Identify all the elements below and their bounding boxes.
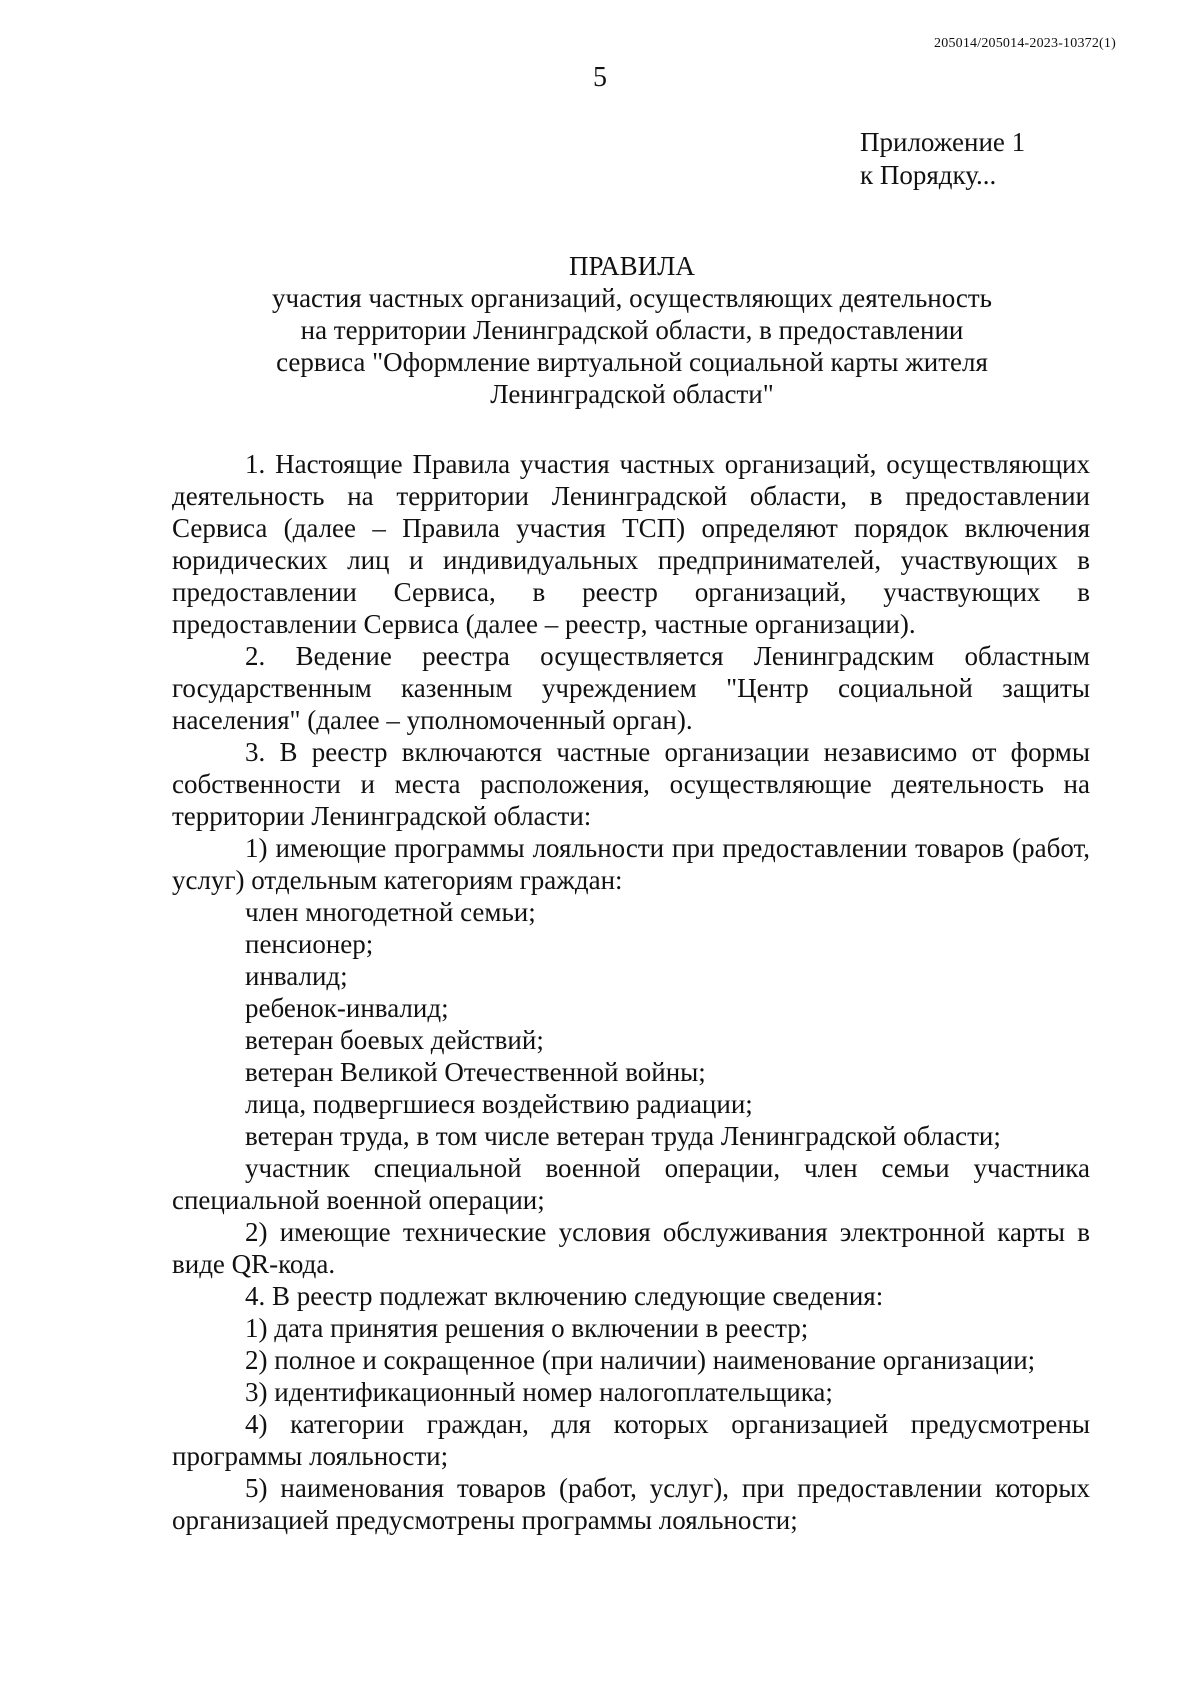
- appendix-line-1: Приложение 1: [860, 127, 1026, 157]
- title-line: на территории Ленинградской области, в предоставлении: [300, 315, 964, 345]
- document-body: [172, 448, 1090, 1536]
- list-item: лица, подвергшиеся воздействию радиации;: [245, 1089, 753, 1119]
- paragraph: 2. Ведение реестра осуществляется Ленинградским областным государственным казенным учреждением "Центр социальной защиты населения" (далее – уполномоченный орган).: [172, 641, 1090, 735]
- paragraph: 1. Настоящие Правила участия частных организаций, осуществляющих деятельность на территории Ленинградской области, в предоставлении Сервиса (далее – Правила участия ТСП) определяют порядок включения юридических лиц и индивидуальных предпринимателей, участвующих в предоставлении Сервиса, в реестр организаций, участвующих в предоставлении Сервиса (далее – реестр, частные организации).: [172, 449, 1090, 639]
- list-item: ветеран труда, в том числе ветеран труда Ленинградской области;: [245, 1121, 1001, 1151]
- appendix-reference: [860, 126, 1025, 192]
- list-item: 2) полное и сокращенное (при наличии) наименование организации;: [245, 1345, 1036, 1375]
- list-item: 2) имеющие технические условия обслуживания электронной карты в виде QR-кода.: [172, 1217, 1090, 1279]
- list-item: 1) дата принятия решения о включении в реестр;: [245, 1313, 809, 1343]
- document-title: [172, 250, 1092, 410]
- title-line: Ленинградской области": [490, 379, 774, 409]
- title-heading: ПРАВИЛА: [569, 251, 695, 281]
- appendix-line-2: к Порядку...: [860, 160, 997, 190]
- list-item: инвалид;: [245, 961, 348, 991]
- list-item: ветеран боевых действий;: [245, 1025, 544, 1055]
- list-item: 5) наименования товаров (работ, услуг), при предоставлении которых организацией предусмотрены программы лояльности;: [172, 1473, 1090, 1535]
- list-item: 3) идентификационный номер налогоплательщика;: [245, 1377, 833, 1407]
- title-line: сервиса "Оформление виртуальной социальной карты жителя: [276, 347, 988, 377]
- document-id: 205014/205014-2023-10372(1): [934, 36, 1116, 51]
- title-line: участия частных организаций, осуществляющих деятельность: [271, 283, 992, 313]
- list-item: 1) имеющие программы лояльности при предоставлении товаров (работ, услуг) отдельным категориям граждан:: [172, 833, 1090, 895]
- paragraph: 4. В реестр подлежат включению следующие сведения:: [245, 1281, 884, 1311]
- page-number: 5: [593, 62, 607, 93]
- paragraph: 3. В реестр включаются частные организации независимо от формы собственности и места расположения, осуществляющие деятельность на территории Ленинградской области:: [172, 737, 1090, 831]
- list-item: участник специальной военной операции, член семьи участника специальной военной операции;: [172, 1153, 1090, 1215]
- list-item: ветеран Великой Отечественной войны;: [245, 1057, 706, 1087]
- list-item: пенсионер;: [245, 929, 374, 959]
- list-item: член многодетной семьи;: [245, 897, 536, 927]
- list-item: ребенок-инвалид;: [245, 993, 449, 1023]
- list-item: 4) категории граждан, для которых организацией предусмотрены программы лояльности;: [172, 1409, 1090, 1471]
